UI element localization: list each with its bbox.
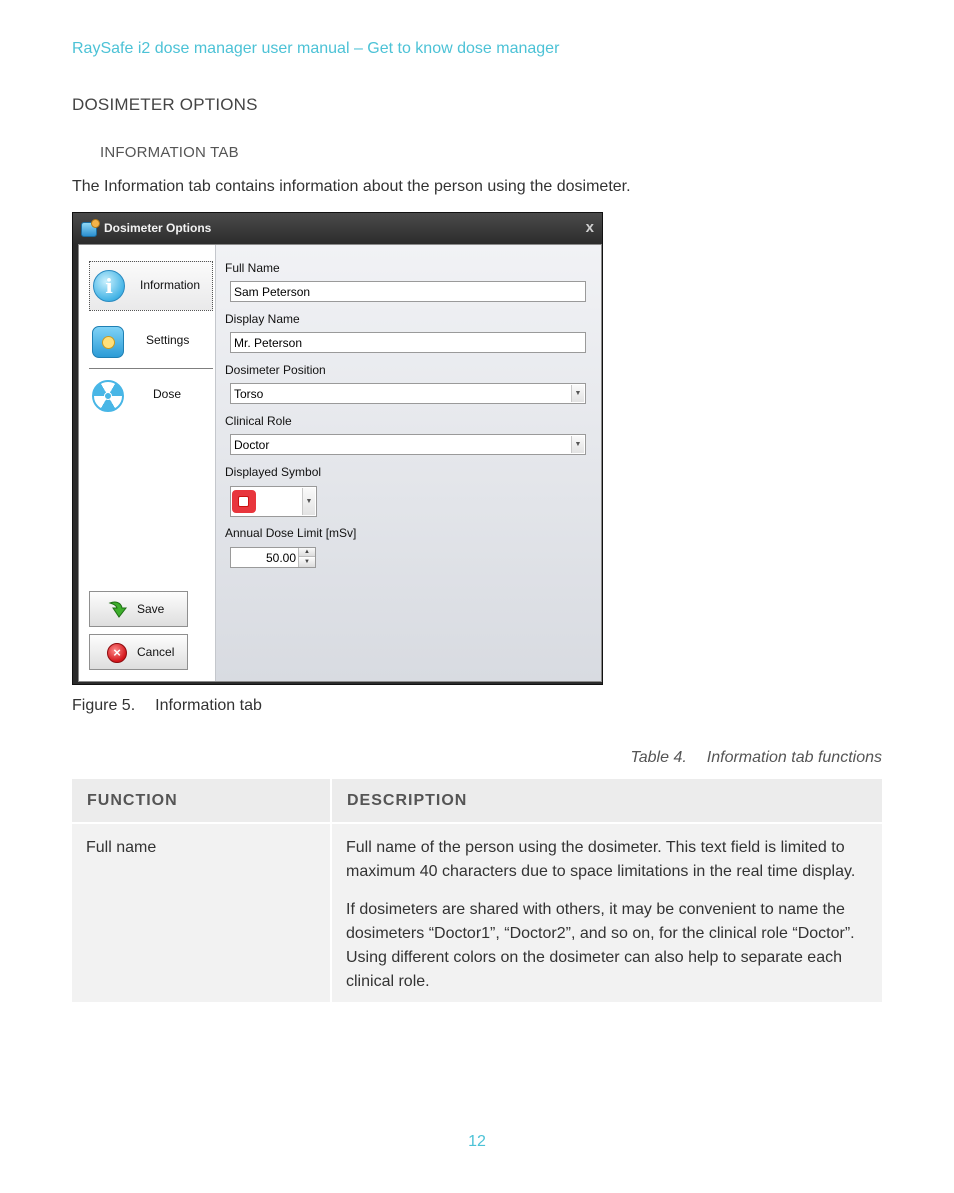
annual-dose-limit-stepper[interactable] [230, 547, 316, 568]
full-name-label: Full Name [225, 261, 280, 275]
cancel-icon: × [107, 643, 127, 663]
nav-item-label: Settings [146, 333, 190, 347]
nav-divider [89, 368, 213, 369]
description-paragraph: Full name of the person using the dosimeter. This text field is limited to maximum 40 characters due to space limitations in the real time display. [346, 839, 856, 880]
nav-item-settings[interactable] [89, 317, 213, 367]
dosimeter-position-value: Torso [234, 387, 264, 401]
dosimeter-options-window [72, 212, 603, 685]
chevron-down-icon[interactable]: ▼ [302, 488, 315, 515]
radiation-icon [92, 380, 124, 412]
stepper-buttons [298, 548, 315, 567]
display-name-field[interactable] [230, 332, 586, 353]
settings-icon [92, 326, 124, 358]
section-title: DOSIMETER OPTIONS [72, 95, 258, 114]
displayed-symbol-label: Displayed Symbol [225, 465, 322, 479]
clinical-role-value: Doctor [234, 438, 270, 452]
functions-table [72, 779, 882, 1002]
display-name-label: Display Name [225, 312, 300, 326]
column-header-description: DESCRIPTION [332, 779, 882, 824]
info-icon: i [93, 270, 125, 302]
table-header-row [72, 779, 882, 824]
table-number: Table 4. [630, 749, 687, 766]
app-icon [81, 222, 97, 237]
clinical-role-label: Clinical Role [225, 414, 292, 428]
clinical-role-select[interactable] [230, 434, 586, 455]
figure-number: Figure 5. [72, 697, 136, 714]
chevron-down-icon[interactable]: ▼ [571, 436, 584, 453]
table-row [72, 824, 882, 1002]
window-titlebar [73, 213, 602, 244]
save-button[interactable] [89, 591, 188, 627]
nav-item-dose[interactable] [89, 371, 213, 421]
column-header-function: FUNCTION [72, 779, 332, 824]
description-cell [332, 824, 882, 1002]
symbol-swatch-icon [232, 490, 256, 513]
nav-item-label: Dose [153, 387, 182, 401]
running-header: RaySafe i2 dose manager user manual – Get to know dose manager [72, 40, 560, 57]
displayed-symbol-select[interactable] [230, 486, 317, 517]
information-panel [215, 245, 601, 681]
close-icon[interactable]: x [585, 219, 594, 236]
save-button-label: Save [137, 602, 165, 616]
save-arrow-icon [107, 599, 129, 619]
stepper-down-icon[interactable]: ▼ [299, 558, 315, 567]
description-paragraph: If dosimeters are shared with others, it may be convenient to name the dosimeters “Doctor1”, “Doctor2”, and so on, for the clinical role “Doctor”. Using different colors on the dosimeter can also help to separate each clinical role. [346, 901, 855, 990]
table-caption-text: Information tab functions [706, 749, 882, 766]
cancel-button-label: Cancel [137, 645, 175, 659]
figure-caption [72, 697, 262, 715]
annual-dose-limit-input[interactable] [231, 548, 299, 567]
chevron-down-icon[interactable]: ▼ [571, 385, 584, 402]
intro-paragraph: The Information tab contains information about the person using the dosimeter. [72, 178, 631, 195]
cancel-button[interactable] [89, 634, 188, 670]
window-title: Dosimeter Options [104, 221, 212, 235]
figure-caption-text: Information tab [155, 697, 262, 714]
options-nav [79, 245, 215, 681]
page-number: 12 [468, 1133, 486, 1150]
nav-item-information[interactable] [89, 261, 213, 311]
subsection-title: INFORMATION TAB [100, 144, 239, 161]
window-body [78, 244, 602, 682]
dosimeter-position-select[interactable] [230, 383, 586, 404]
table-caption [630, 749, 882, 767]
function-cell: Full name [72, 824, 332, 1002]
annual-dose-limit-label: Annual Dose Limit [mSv] [225, 526, 357, 540]
stepper-up-icon[interactable]: ▲ [299, 548, 315, 557]
full-name-field[interactable] [230, 281, 586, 302]
nav-item-label: Information [140, 278, 201, 292]
dosimeter-position-label: Dosimeter Position [225, 363, 326, 377]
